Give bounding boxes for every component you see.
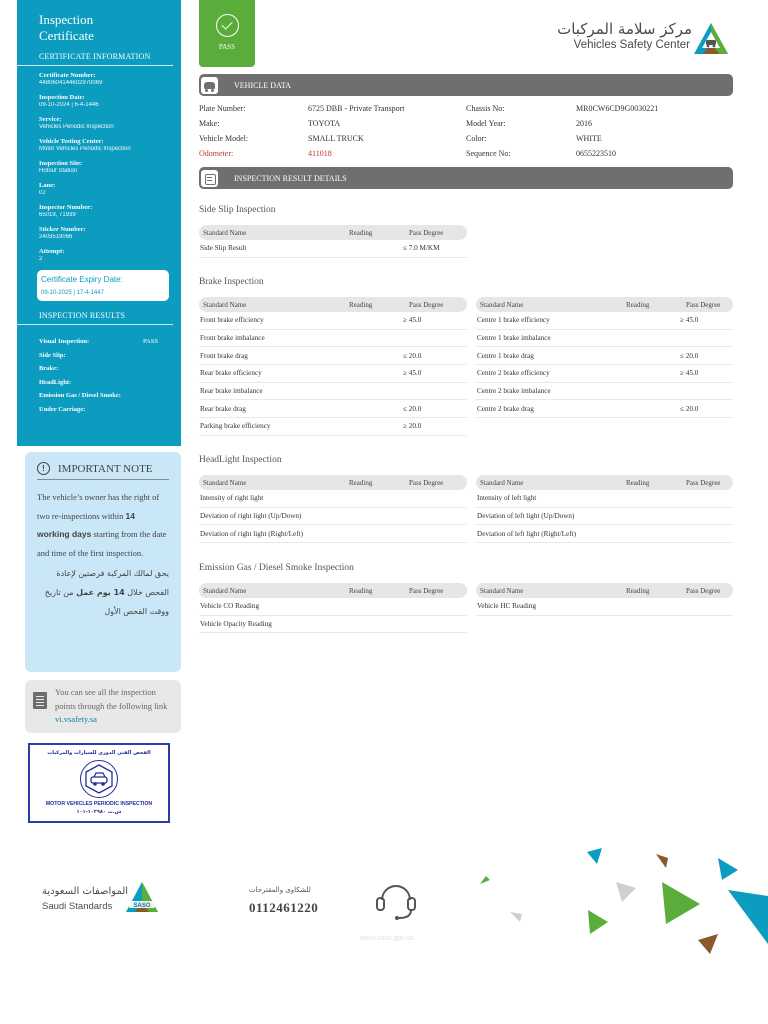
col-pass-degree: Pass Degree: [409, 228, 444, 237]
table-header: [199, 583, 467, 598]
model-year-value: 2016: [576, 119, 592, 128]
result-row-emission: [17, 389, 181, 403]
table-header: [476, 475, 733, 490]
stamp-arabic-title: الفحص الفني الدوري للسيارات والمركبات: [47, 750, 151, 756]
result-row-brake: [17, 362, 181, 376]
result-label: Brake:: [39, 365, 59, 372]
complaints-label: للشكاوى والمقترحات: [249, 886, 311, 894]
table-row: [199, 418, 467, 436]
vehicle-row: [199, 146, 739, 161]
pass-degree-cell: ≥ 45.0: [680, 369, 699, 378]
standard-name-cell: Deviation of right light (Right/Left): [200, 529, 304, 538]
vehicle-row: [199, 101, 739, 116]
certificate-sidebar: [17, 0, 181, 446]
table-row: [476, 330, 733, 348]
headset-icon: [373, 876, 419, 922]
table-row: [199, 616, 467, 634]
table-row: [476, 347, 733, 365]
inspection-date-label: Inspection Date:: [39, 94, 85, 101]
result-row-visual: [17, 335, 181, 349]
saso-triangle-icon: [124, 880, 160, 916]
standard-name-cell: Front brake imbalance: [200, 334, 265, 343]
col-reading: Reading: [349, 300, 373, 309]
make-value: TOYOTA: [308, 119, 341, 128]
note-en-bold: 14 working days: [37, 510, 135, 539]
pass-degree-cell: ≥ 20.0: [403, 422, 422, 431]
inspection-date-value: 09-10-2024 | 6-4-1446: [39, 102, 99, 108]
result-row-headlight: [17, 376, 181, 390]
col-reading: Reading: [626, 478, 650, 487]
lane-value: 02: [39, 190, 46, 196]
table-row: [199, 525, 467, 543]
table-row: [199, 490, 467, 508]
standard-name-cell: Side Slip Result: [200, 244, 247, 253]
saso-mark-text: SASO: [133, 903, 151, 909]
pass-badge-label: PASS: [218, 43, 236, 51]
standard-name-cell: Intensity of left light: [477, 494, 537, 503]
note-english-text: [37, 488, 169, 562]
col-pass-degree: Pass Degree: [409, 586, 444, 595]
col-standard-name: Standard Name: [480, 586, 524, 595]
standard-name-cell: Rear brake imbalance: [200, 387, 263, 396]
vehicle-data-grid: [199, 101, 739, 161]
col-pass-degree: Pass Degree: [686, 478, 721, 487]
note-heading: IMPORTANT NOTE: [58, 462, 153, 475]
table-row: [199, 330, 467, 348]
side-slip-title: Side Slip Inspection: [199, 205, 276, 215]
standard-name-cell: Intensity of right light: [200, 494, 264, 503]
table-row: [199, 598, 467, 616]
standard-name-cell: Centre 1 brake imbalance: [477, 334, 551, 343]
testing-center-value: Motor Vehicles Periodic Inspection: [39, 146, 131, 152]
vehicle-data-bar: [199, 74, 733, 96]
saso-logo: [40, 880, 160, 920]
side-slip-table: [199, 225, 467, 258]
table-header: [476, 297, 733, 312]
table-row: [199, 508, 467, 526]
standard-name-cell: Centre 2 brake efficiency: [477, 369, 550, 378]
pass-degree-cell: ≥ 45.0: [403, 369, 422, 378]
vehicles-safety-center-logo: [557, 20, 732, 60]
standard-name-cell: Centre 2 brake drag: [477, 404, 534, 413]
vehicle-model-value: SMALL TRUCK: [308, 134, 364, 143]
testing-center-label: Vehicle Testing Center:: [39, 138, 104, 145]
col-reading: Reading: [349, 228, 373, 237]
table-row: [199, 365, 467, 383]
table-row: [199, 312, 467, 330]
brake-table-left: [199, 297, 467, 436]
inspection-site-label: Inspection Site:: [39, 160, 83, 167]
color-value: WHITE: [576, 134, 602, 143]
service-value: Vehicles Periodic Inspection: [39, 124, 114, 130]
model-year-label: Model Year:: [466, 119, 506, 128]
standard-name-cell: Centre 1 brake drag: [477, 351, 534, 360]
table-row: [476, 312, 733, 330]
col-pass-degree: Pass Degree: [686, 586, 721, 595]
results-heading: INSPECTION RESULTS: [17, 311, 173, 325]
result-label: Under Carriage:: [39, 405, 86, 413]
standard-name-cell: Centre 2 brake imbalance: [477, 387, 551, 396]
col-pass-degree: Pass Degree: [686, 300, 721, 309]
vehicle-row: [199, 116, 739, 131]
odometer-label: Odometer:: [199, 149, 234, 158]
table-row: [476, 400, 733, 418]
table-header: [476, 583, 733, 598]
cert-number-label: Certificate Number:: [39, 72, 96, 79]
color-label: Color:: [466, 134, 487, 143]
expiry-date-value: 09-10-2025 | 17-4-1447: [41, 290, 104, 296]
col-standard-name: Standard Name: [203, 228, 247, 237]
service-label: Service:: [39, 116, 62, 123]
pass-degree-cell: ≤ 20.0: [680, 351, 699, 360]
inspector-number-value: 65019, 71939: [39, 212, 76, 218]
pass-degree-cell: ≥ 45.0: [680, 316, 699, 325]
result-details-bar: [199, 167, 733, 189]
standard-name-cell: Vehicle Opacity Reading: [200, 620, 272, 629]
table-row: [476, 383, 733, 401]
sidebar-title-line1: Inspection: [39, 12, 94, 27]
standard-name-cell: Vehicle CO Reading: [200, 602, 260, 611]
important-note: [25, 452, 181, 672]
saso-arabic-name: المواصفات السعودية: [42, 886, 129, 897]
emission-table-left: [199, 583, 467, 633]
make-label: Make:: [199, 119, 220, 128]
website-link[interactable]: www.saso.gov.sa: [360, 935, 414, 942]
chassis-no-value: MR0CW6CD9G0030221: [576, 104, 659, 113]
table-row: [199, 383, 467, 401]
col-pass-degree: Pass Degree: [409, 478, 444, 487]
pass-badge: [199, 0, 255, 67]
standard-name-cell: Front brake efficiency: [200, 316, 264, 325]
sequence-no-label: Sequence No:: [466, 149, 511, 158]
col-pass-degree: Pass Degree: [409, 300, 444, 309]
vehicle-model-label: Vehicle Model:: [199, 134, 249, 143]
result-row-under-carriage: [17, 403, 181, 417]
col-reading: Reading: [626, 300, 650, 309]
sequence-no-value: 0655223510: [576, 149, 616, 158]
col-standard-name: Standard Name: [480, 300, 524, 309]
standard-name-cell: Vehicle HC Reading: [477, 602, 537, 611]
stamp-car-icon: [81, 761, 117, 797]
brand-english-name: Vehicles Safety Center: [573, 39, 690, 51]
note-en-part1: The vehicle’s owner has the right of two re-inspections within: [37, 492, 160, 521]
col-standard-name: Standard Name: [203, 586, 247, 595]
results-list: [17, 335, 181, 416]
inspection-stamp: [28, 743, 170, 823]
chassis-no-label: Chassis No:: [466, 104, 505, 113]
standard-name-cell: Deviation of left light (Up/Down): [477, 512, 575, 521]
table-header: [199, 225, 467, 240]
standard-name-cell: Rear brake drag: [200, 404, 246, 413]
cert-number-value: 4480604144602970069: [39, 80, 103, 86]
stamp-english-title: MOTOR VEHICLES PERIODIC INSPECTION: [45, 801, 153, 807]
sidebar-title-line2: Certificate: [39, 28, 94, 43]
col-standard-name: Standard Name: [203, 300, 247, 309]
plate-number-label: Plate Number:: [199, 104, 246, 113]
result-value: PASS: [143, 338, 158, 345]
emission-table-right: [476, 583, 733, 616]
table-row: [476, 365, 733, 383]
col-standard-name: Standard Name: [203, 478, 247, 487]
saso-english-name: Saudi Standards: [42, 901, 113, 912]
document-icon: [33, 692, 47, 709]
emission-title: Emission Gas / Diesel Smoke Inspection: [199, 563, 354, 573]
sticker-number-value: 2403519066: [39, 234, 73, 240]
result-row-side-slip: [17, 349, 181, 363]
attempt-value: 2: [39, 256, 43, 262]
pass-degree-cell: ≥ 45.0: [403, 316, 422, 325]
table-row: [199, 347, 467, 365]
inspection-points-link[interactable]: vi.vsafety.sa: [55, 714, 97, 724]
inspection-site-value: Hofouf Station: [39, 168, 78, 174]
table-row: [199, 240, 467, 258]
col-standard-name: Standard Name: [480, 478, 524, 487]
col-reading: Reading: [349, 478, 373, 487]
attempt-label: Attempt:: [39, 248, 65, 255]
note-ar-part2: من تاريخ ووقت الفحص الأول: [44, 588, 169, 616]
link-box-description: You can see all the inspection points through the following link: [55, 687, 168, 711]
link-box-text: [55, 686, 173, 733]
inspector-number-label: Inspector Number:: [39, 204, 93, 211]
pass-degree-cell: ≤ 20.0: [403, 351, 422, 360]
standard-name-cell: Deviation of left light (Right/Left): [477, 529, 577, 538]
note-heading-row: [37, 462, 169, 480]
brake-title: Brake Inspection: [199, 277, 264, 287]
table-row: [476, 508, 733, 526]
table-header: [199, 297, 467, 312]
result-label: Visual Inspection:: [39, 338, 90, 345]
result-label: HeadLight:: [39, 378, 72, 386]
table-row: [476, 490, 733, 508]
complaints-contact: [249, 886, 318, 916]
brand-arabic-name: مركز سلامة المركبات: [557, 20, 692, 38]
pass-degree-cell: ≤ 20.0: [680, 404, 699, 413]
expiry-date-label: Certificate Expiry Date:: [41, 275, 123, 284]
table-row: [476, 598, 733, 616]
result-label: Side Slip:: [39, 351, 66, 359]
stamp-number: س.ت ١٠٢٩٨٠-١٠١: [76, 809, 122, 815]
vehicle-row: [199, 131, 739, 146]
brake-table-right: [476, 297, 733, 418]
standard-name-cell: Deviation of right light (Up/Down): [200, 512, 302, 521]
decorative-triangles-icon: [470, 840, 768, 970]
note-ar-bold: 14 يوم عمل: [76, 588, 125, 597]
note-en-part2: starting from the date and time of the first inspection.: [37, 529, 167, 558]
odometer-value: 411018: [308, 149, 332, 158]
result-label: Emission Gas / Diesel Smoke:: [39, 392, 121, 399]
standard-name-cell: Front brake drag: [200, 351, 248, 360]
inspection-points-link-box: [25, 680, 181, 733]
result-details-heading: INSPECTION RESULT DETAILS: [234, 173, 347, 183]
stamp-car-logo-icon: [80, 760, 118, 798]
headlight-table-right: [476, 475, 733, 543]
car-icon: [199, 75, 220, 96]
table-row: [199, 400, 467, 418]
checklist-icon: [199, 168, 220, 189]
standard-name-cell: Rear brake efficiency: [200, 369, 262, 378]
note-ar-part1: يحق لمالك المركبة فرصتين لإعادة الفحص خلال: [56, 569, 169, 597]
cert-info-heading: CERTIFICATE INFORMATION: [17, 52, 173, 66]
standard-name-cell: Centre 1 brake efficiency: [477, 316, 550, 325]
pass-degree-cell: ≤ 20.0: [403, 404, 422, 413]
vehicle-data-heading: VEHICLE DATA: [234, 80, 291, 90]
table-row: [476, 525, 733, 543]
complaints-phone[interactable]: 0112461220: [249, 900, 319, 915]
exclamation-icon: !: [37, 462, 50, 475]
col-reading: Reading: [626, 586, 650, 595]
headlight-title: HeadLight Inspection: [199, 455, 282, 465]
table-header: [199, 475, 467, 490]
plate-number-value: 6725 DBB - Private Transport: [308, 104, 405, 113]
cert-info-list: [17, 72, 181, 263]
headlight-table-left: [199, 475, 467, 543]
lane-label: Lane:: [39, 182, 56, 189]
sticker-number-label: Sticker Number:: [39, 226, 86, 233]
expiry-date-card: [37, 270, 169, 301]
col-reading: Reading: [349, 586, 373, 595]
standard-name-cell: Parking brake efficiency: [200, 422, 271, 431]
vsc-triangle-icon: [693, 22, 729, 56]
note-arabic-text: [37, 564, 169, 621]
pass-degree-cell: ≤ 7.0 M/KM: [403, 244, 440, 253]
check-icon: [216, 14, 239, 37]
